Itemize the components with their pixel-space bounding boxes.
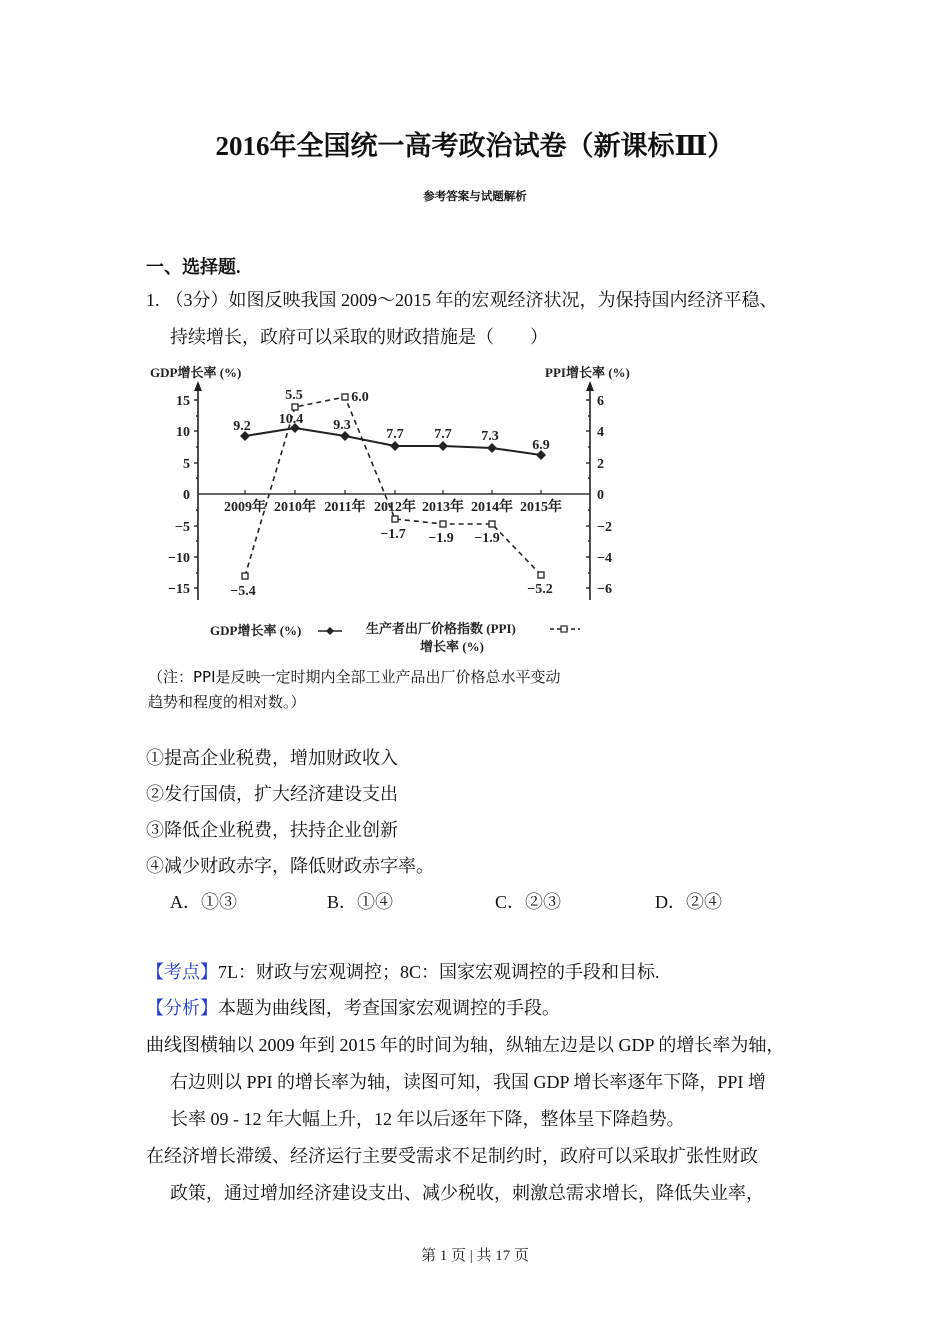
kaodian-text: 7L：财政与宏观调控；8C：国家宏观调控的手段和目标. (218, 962, 660, 982)
right-tick: −2 (597, 520, 612, 535)
kaodian-label: 【考点】 (146, 962, 218, 982)
x-tick: 2014年 (471, 500, 513, 515)
left-axis-title: GDP增长率 (%) (150, 365, 242, 380)
x-tick: 2012年 (374, 500, 416, 515)
choice-value: ①③ (201, 892, 237, 912)
gdp-point-label: 7.7 (434, 427, 452, 442)
left-tick: 5 (183, 457, 190, 472)
gdp-point-label: 9.2 (233, 419, 251, 434)
gdp-point-label: 10.4 (278, 412, 304, 427)
legend-ppi-label-line2: 增长率 (%) (420, 639, 484, 654)
page-title: 2016年全国统一高考政治试卷（新课标Ⅲ） (215, 131, 735, 161)
left-tick: −5 (175, 520, 190, 535)
page-footer: 第 1 页 | 共 17 页 (420, 1248, 529, 1264)
analysis-para1-line3: 长率 09 - 12 年大幅上升，12 年以后逐年下降，整体呈下降趋势。 (170, 1109, 685, 1129)
choice-label: A． (170, 892, 201, 912)
right-tick: 2 (597, 457, 604, 472)
ppi-point-label: −5.2 (527, 582, 553, 597)
macro-economy-chart (140, 356, 660, 671)
legend-square-icon (561, 626, 567, 632)
question-stem-line2: 持续增长，政府可以采取的财政措施是（ ） (170, 327, 548, 347)
question-score: （3分） (165, 290, 229, 310)
left-tick: 10 (176, 425, 190, 440)
legend-gdp-label: GDP增长率 (%) (210, 623, 302, 638)
right-tick: −4 (597, 551, 612, 566)
right-axis-arrow-icon (586, 381, 594, 391)
choice-c[interactable] (495, 893, 561, 911)
choice-label: C． (495, 892, 526, 912)
ppi-point-label: 6.0 (351, 390, 369, 405)
fenxi-line (146, 999, 560, 1017)
right-tick: 0 (597, 488, 604, 503)
choice-value: ②④ (686, 892, 722, 912)
left-axis-arrow-icon (194, 381, 202, 391)
legend-diamond-icon (326, 627, 334, 635)
ppi-point-label: −1.7 (380, 527, 406, 542)
choice-b[interactable] (327, 893, 393, 911)
ppi-point-label: −1.9 (474, 531, 500, 546)
statement-1: ①提高企业税费，增加财政收入 (146, 748, 398, 768)
x-tick: 2009年 (224, 500, 266, 515)
analysis-para2-line2: 政策，通过增加经济建设支出、减少税收，刺激总需求增长，降低失业率， (170, 1183, 764, 1203)
question-number: 1. (146, 290, 160, 310)
chart-note-line1: （注：PPI是反映一定时期内全部工业产品出厂价格总水平变动 (148, 668, 561, 686)
analysis-para1-line1: 曲线图横轴以 2009 年到 2015 年的时间为轴，纵轴左边是以 GDP 的增长率为轴， (146, 1035, 785, 1055)
gdp-point-label: 6.9 (532, 438, 550, 453)
choice-value: ①④ (357, 892, 394, 912)
choice-label: B． (327, 892, 358, 912)
question-stem-line1 (146, 291, 778, 309)
right-tick: 6 (597, 394, 604, 409)
right-tick: −6 (597, 582, 612, 597)
left-tick: −10 (168, 551, 190, 566)
analysis-para2-line1: 在经济增长滞缓、经济运行主要受需求不足制约时，政府可以采取扩张性财政 (146, 1146, 758, 1166)
x-tick: 2015年 (520, 500, 562, 515)
ppi-point-label: −5.4 (230, 584, 256, 599)
left-tick: 15 (176, 394, 190, 409)
section-heading: 一、选择题. (146, 257, 241, 277)
chart-note-line2: 趋势和程度的相对数。） (148, 693, 306, 711)
choice-label: D． (655, 892, 686, 912)
page-subtitle: 参考答案与试题解析 (423, 189, 527, 203)
question-stem-text: 如图反映我国 2009～2015 年的宏观经济状况，为保持国内经济平稳、 (228, 290, 778, 310)
x-tick: 2010年 (274, 500, 316, 515)
statement-3: ③降低企业税费，扶持企业创新 (146, 820, 398, 840)
statement-2: ②发行国债，扩大经济建设支出 (146, 784, 398, 804)
right-axis-title: PPI增长率 (%) (545, 365, 630, 380)
gdp-point-label: 7.3 (481, 429, 499, 444)
x-tick: 2011年 (324, 500, 366, 515)
ppi-point-label: −1.9 (428, 531, 454, 546)
kaodian-line (146, 963, 660, 981)
left-tick: −15 (168, 582, 190, 597)
choice-value: ②③ (525, 892, 562, 912)
ppi-point-label: 5.5 (285, 388, 303, 403)
choice-d[interactable] (655, 893, 722, 911)
legend-ppi-label: 生产者出厂价格指数 (PPI) (366, 621, 516, 636)
left-tick: 0 (183, 488, 190, 503)
gdp-point-label: 9.3 (333, 418, 351, 433)
fenxi-label: 【分析】 (146, 998, 218, 1018)
gdp-point-label: 7.7 (386, 427, 404, 442)
chart-legend (210, 621, 580, 654)
analysis-para1-line2: 右边则以 PPI 的增长率为轴，读图可知，我国 GDP 增长率逐年下降，PPI 增 (170, 1072, 766, 1092)
x-tick: 2013年 (422, 500, 464, 515)
choice-a[interactable] (170, 893, 237, 911)
statement-4: ④减少财政赤字，降低财政赤字率。 (146, 856, 434, 876)
right-tick: 4 (597, 425, 604, 440)
fenxi-text: 本题为曲线图，考查国家宏观调控的手段。 (218, 998, 560, 1018)
